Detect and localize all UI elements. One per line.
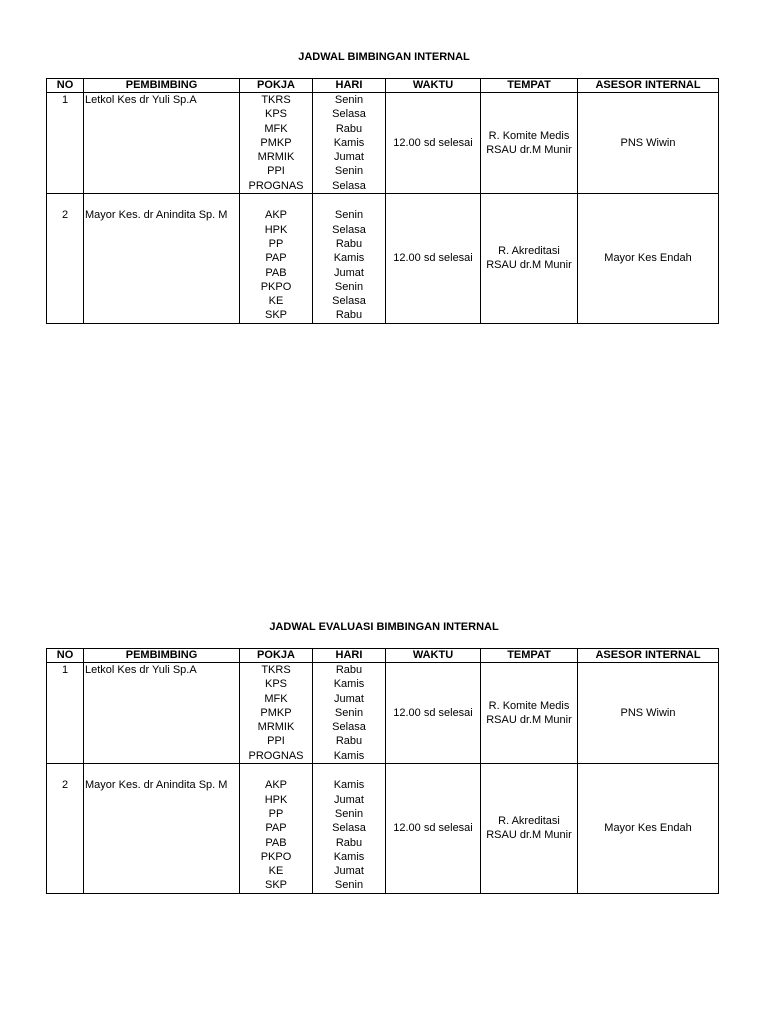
hari-item: Jumat bbox=[334, 865, 364, 878]
row-tempat bbox=[481, 194, 578, 324]
pokja-item: PPI bbox=[267, 735, 285, 748]
header-pembimbing: PEMBIMBING bbox=[84, 79, 240, 93]
pokja-item: TKRS bbox=[261, 94, 291, 106]
header-waktu: WAKTU bbox=[386, 649, 481, 663]
hari-item: Jumat bbox=[334, 266, 364, 279]
pokja-item: HPK bbox=[264, 793, 288, 806]
pokja-item: MFK bbox=[264, 122, 288, 135]
header-waktu: WAKTU bbox=[386, 79, 481, 93]
header-hari: HARI bbox=[313, 649, 386, 663]
tempat-hospital: RSAU dr.M Munir bbox=[486, 259, 572, 272]
row-pembimbing: Mayor Kes. dr Anindita Sp. M bbox=[84, 194, 240, 324]
hari-item: Kamis bbox=[333, 252, 365, 265]
hari-item: Rabu bbox=[335, 309, 363, 322]
pokja-item: PKPO bbox=[260, 280, 292, 293]
pokja-item: MRMIK bbox=[257, 721, 295, 734]
row-no: 2 bbox=[47, 764, 84, 894]
hari-item: Senin bbox=[334, 209, 364, 222]
row-pembimbing: Letkol Kes dr Yuli Sp.A bbox=[84, 93, 240, 194]
table-row bbox=[47, 194, 719, 324]
pokja-item: PAP bbox=[265, 822, 287, 835]
pokja-item: PAP bbox=[265, 252, 287, 265]
row-no: 1 bbox=[47, 93, 84, 194]
hari-item: Kamis bbox=[333, 136, 365, 149]
tempat-room: R. Akreditasi bbox=[498, 245, 560, 258]
pokja-item: PMKP bbox=[260, 136, 292, 149]
header-no: NO bbox=[47, 79, 84, 93]
row-waktu: 12.00 sd selesai bbox=[386, 93, 481, 194]
header-no: NO bbox=[47, 649, 84, 663]
row-asesor: Mayor Kes Endah bbox=[578, 764, 719, 894]
pokja-item: PP bbox=[268, 807, 284, 820]
pokja-item: TKRS bbox=[261, 664, 291, 676]
row-no: 2 bbox=[47, 194, 84, 324]
table-row bbox=[47, 663, 719, 764]
hari-item: Selasa bbox=[332, 108, 366, 121]
hari-item: Senin bbox=[334, 280, 364, 293]
hari-item: Kamis bbox=[333, 678, 365, 691]
pokja-item: PKPO bbox=[260, 850, 292, 863]
row-waktu: 12.00 sd selesai bbox=[386, 663, 481, 764]
row-hari-list bbox=[313, 93, 386, 194]
row-pokja-list bbox=[240, 194, 313, 324]
hari-item: Jumat bbox=[334, 793, 364, 806]
pokja-item: HPK bbox=[264, 223, 288, 236]
table-header-row bbox=[47, 79, 719, 93]
row-pokja-list bbox=[240, 764, 313, 894]
row-asesor: Mayor Kes Endah bbox=[578, 194, 719, 324]
tempat-hospital: RSAU dr.M Munir bbox=[486, 144, 572, 157]
header-hari: HARI bbox=[313, 79, 386, 93]
pokja-item: PAB bbox=[265, 266, 287, 279]
header-tempat: TEMPAT bbox=[481, 79, 578, 93]
hari-item: Selasa bbox=[332, 822, 366, 835]
hari-item: Senin bbox=[334, 94, 364, 106]
row-asesor: PNS Wiwin bbox=[578, 93, 719, 194]
header-pokja: POKJA bbox=[240, 79, 313, 93]
schedule-table bbox=[46, 648, 719, 894]
pokja-item: MRMIK bbox=[257, 151, 295, 164]
hari-item: Rabu bbox=[335, 836, 363, 849]
hari-item: Rabu bbox=[335, 122, 363, 135]
row-tempat bbox=[481, 93, 578, 194]
hari-item: Rabu bbox=[335, 237, 363, 250]
tempat-hospital: RSAU dr.M Munir bbox=[486, 714, 572, 727]
schedule-title: JADWAL EVALUASI BIMBINGAN INTERNAL bbox=[269, 621, 499, 633]
header-pembimbing: PEMBIMBING bbox=[84, 649, 240, 663]
pokja-item: SKP bbox=[264, 309, 287, 322]
hari-item: Senin bbox=[334, 706, 364, 719]
hari-item: Selasa bbox=[332, 721, 366, 734]
pokja-item: PPI bbox=[267, 165, 285, 178]
row-pembimbing: Mayor Kes. dr Anindita Sp. M bbox=[84, 764, 240, 894]
hari-item: Senin bbox=[334, 879, 364, 892]
pokja-item: KPS bbox=[264, 678, 287, 691]
tempat-room: R. Komite Medis bbox=[488, 699, 570, 712]
pokja-item: PMKP bbox=[260, 706, 292, 719]
hari-item: Selasa bbox=[332, 223, 366, 236]
row-pembimbing: Letkol Kes dr Yuli Sp.A bbox=[84, 663, 240, 764]
pokja-item: PROGNAS bbox=[248, 749, 304, 762]
row-tempat bbox=[481, 764, 578, 894]
hari-item: Jumat bbox=[334, 151, 364, 164]
table-header-row bbox=[47, 649, 719, 663]
pokja-item: KPS bbox=[264, 108, 287, 121]
row-pokja-list bbox=[240, 663, 313, 764]
row-hari-list bbox=[313, 194, 386, 324]
header-asesor: ASESOR INTERNAL bbox=[578, 649, 719, 663]
pokja-item: PAB bbox=[265, 836, 287, 849]
pokja-item: MFK bbox=[264, 692, 288, 705]
pokja-item: AKP bbox=[264, 779, 287, 792]
table-row bbox=[47, 764, 719, 894]
table-row bbox=[47, 93, 719, 194]
row-hari-list bbox=[313, 764, 386, 894]
hari-item: Senin bbox=[334, 807, 364, 820]
pokja-item: SKP bbox=[264, 879, 287, 892]
row-hari-list bbox=[313, 663, 386, 764]
pokja-item: KE bbox=[268, 295, 284, 308]
pokja-item: KE bbox=[268, 865, 284, 878]
hari-item: Selasa bbox=[332, 179, 366, 192]
hari-item: Kamis bbox=[333, 749, 365, 762]
hari-item: Rabu bbox=[335, 735, 363, 748]
hari-item: Kamis bbox=[333, 779, 365, 792]
header-asesor: ASESOR INTERNAL bbox=[578, 79, 719, 93]
tempat-hospital: RSAU dr.M Munir bbox=[486, 829, 572, 842]
row-asesor: PNS Wiwin bbox=[578, 663, 719, 764]
pokja-item: PROGNAS bbox=[248, 179, 304, 192]
pokja-item: AKP bbox=[264, 209, 287, 222]
pokja-item: PP bbox=[268, 237, 284, 250]
header-tempat: TEMPAT bbox=[481, 649, 578, 663]
hari-item: Jumat bbox=[334, 692, 364, 705]
schedule-title: JADWAL BIMBINGAN INTERNAL bbox=[298, 51, 470, 63]
hari-item: Kamis bbox=[333, 850, 365, 863]
hari-item: Selasa bbox=[332, 295, 366, 308]
header-pokja: POKJA bbox=[240, 649, 313, 663]
hari-item: Rabu bbox=[335, 664, 363, 676]
row-tempat bbox=[481, 663, 578, 764]
tempat-room: R. Komite Medis bbox=[488, 129, 570, 142]
row-pokja-list bbox=[240, 93, 313, 194]
hari-item: Senin bbox=[334, 165, 364, 178]
row-waktu: 12.00 sd selesai bbox=[386, 764, 481, 894]
row-waktu: 12.00 sd selesai bbox=[386, 194, 481, 324]
tempat-room: R. Akreditasi bbox=[498, 815, 560, 828]
row-no: 1 bbox=[47, 663, 84, 764]
schedule-table bbox=[46, 78, 719, 324]
